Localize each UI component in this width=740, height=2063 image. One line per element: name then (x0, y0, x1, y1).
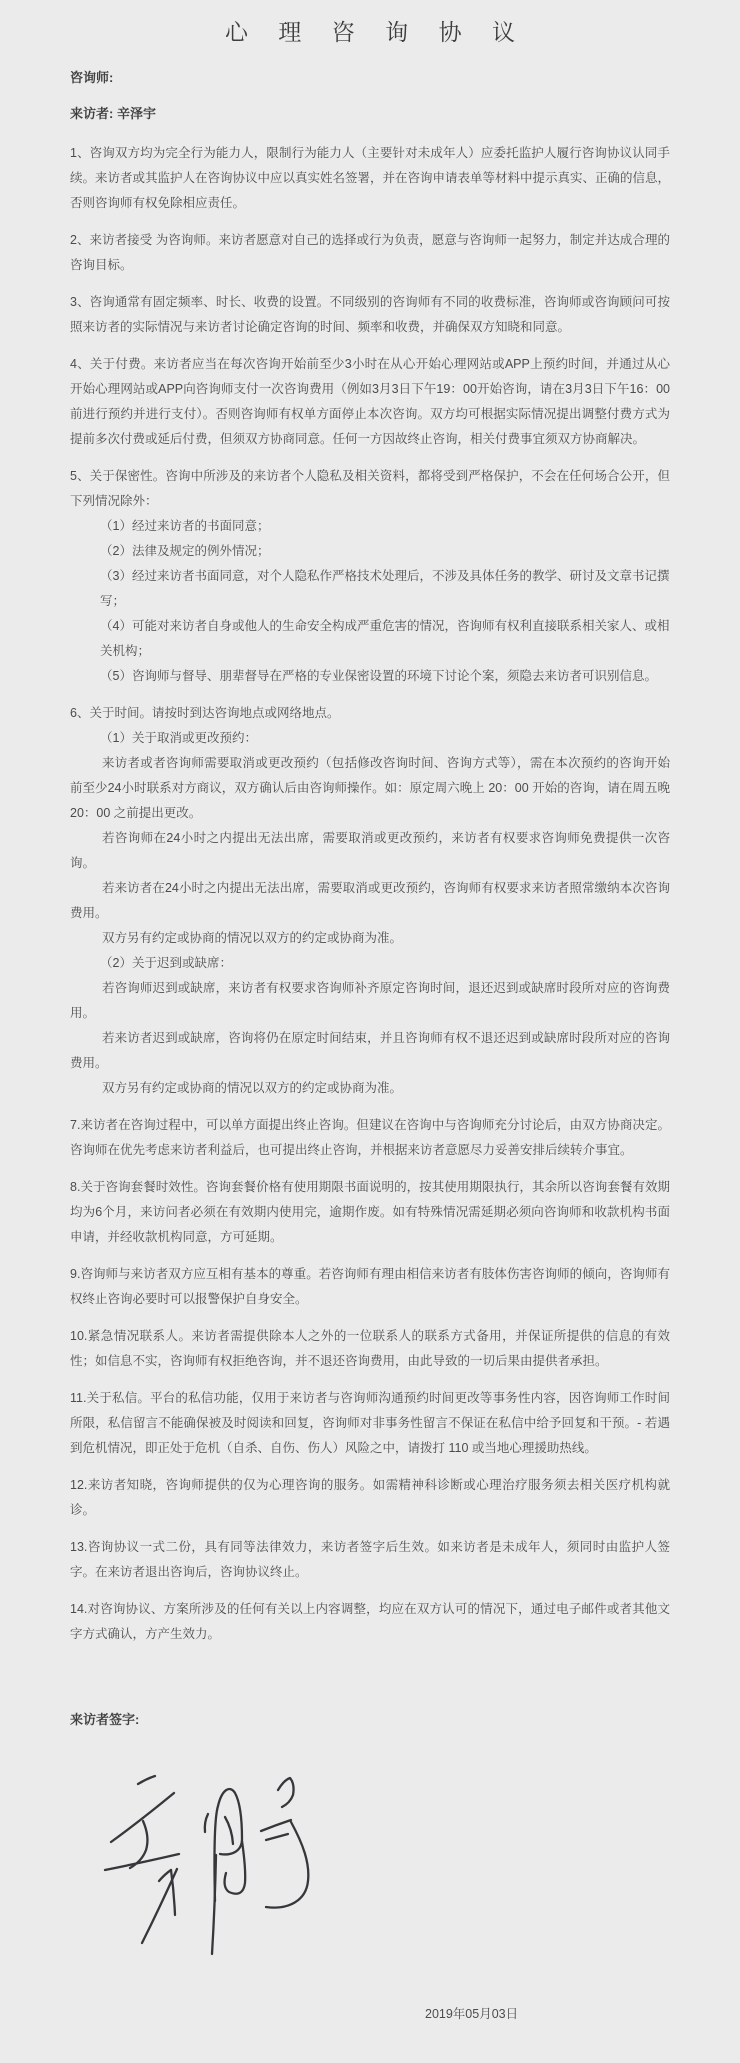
signature-stroke (111, 1793, 174, 1842)
clause-3: 3、咨询通常有固定频率、时长、收费的设置。不同级别的咨询师有不同的收费标准，咨询师或咨询顾问可按照来访者的实际情况与来访者讨论确定咨询的时间、频率和收费，并确保双方知晓和同意。 (70, 295, 670, 334)
clause-6-sub2-heading: （2）关于迟到或缺席： (100, 956, 232, 970)
handwritten-signature (98, 1759, 338, 1959)
clause-5 (70, 464, 670, 689)
clause-10: 10.紧急情况联系人。来访者需提供除本人之外的一位联系人的联系方式备用，并保证所提供的信息的有效性；如信息不实，咨询师有权拒绝咨询，并不退还咨询费用，由此导致的一切后果由提供者承担。 (70, 1329, 670, 1368)
signature-stroke (225, 1841, 246, 1894)
signature-stroke (214, 1789, 242, 1901)
signature-stroke (138, 1776, 155, 1784)
signature-label: 来访者签字: (70, 1712, 140, 1727)
visitor-line (70, 105, 670, 123)
page-title: 心 理 咨 询 协 议 (225, 19, 527, 45)
counselor-line (70, 69, 670, 87)
clause-6-sub1-para-4: 双方另有约定或协商的情况以双方的约定或协商为准。 (102, 931, 403, 945)
clause-4: 4、关于付费。来访者应当在每次咨询开始前至少3小时在从心开始心理网站或APP上预约时间，并通过从心开始心理网站或APP向咨询师支付一次咨询费用（例如3月3日下午19：00开始咨询，请在3月3日下午16：00前进行预约并进行支付）。否则咨询师有权单方面停止本次咨询。双方均可根据实际情况提出调整付费方式为提前多次付费或延后付费，但须双方协商同意。任何一方因故终止咨询，相关付费事宜须双方协商解决。 (70, 357, 670, 446)
clause-12: 12.来访者知晓，咨询师提供的仅为心理咨询的服务。如需精神科诊断或心理治疗服务须去相关医疗机构就诊。 (70, 1478, 670, 1517)
clause-6-sub1-para-1: 来访者或者咨询师需要取消或更改预约（包括修改咨询时间、咨询方式等），需在本次预约的咨询开始前至少24小时联系对方商议，双方确认后由咨询师操作。如：原定周六晚上 20：00 开始的咨询，请在周五晚 20：00 之前提出更改。 (70, 756, 670, 820)
clause-6-sub1-para-3: 若来访者在24小时之内提出无法出席，需要取消或更改预约，咨询师有权要求来访者照常缴纳本次咨询费用。 (70, 881, 670, 920)
signature-stroke (278, 1778, 294, 1807)
signature-stroke (261, 1820, 291, 1831)
clause-14: 14.对咨询协议、方案所涉及的任何有关以上内容调整，均应在双方认可的情况下，通过电子邮件或者其他文字方式确认，方产生效力。 (70, 1602, 670, 1641)
clause-6-intro: 6、关于时间。请按时到达咨询地点或网络地点。 (70, 706, 340, 720)
visitor-name: 辛泽宇 (116, 106, 156, 121)
signature-stroke (159, 1870, 171, 1881)
clause-6-sub2-para-1: 若咨询师迟到或缺席，来访者有权要求咨询师补齐原定咨询时间，退还迟到或缺席时段所对应的咨询费用。 (70, 981, 670, 1020)
signature-stroke (225, 1817, 233, 1844)
clause-5-item-3: （3）经过来访者书面同意，对个人隐私作严格技术处理后，不涉及具体任务的教学、研讨及文章书记撰写； (100, 569, 670, 608)
visitor-label: 来访者: (70, 106, 114, 121)
clause-9: 9.咨询师与来访者双方应互相有基本的尊重。若咨询师有理由相信来访者有肢体伤害咨询师的倾向，咨询师有权终止咨询必要时可以报警保护自身安全。 (70, 1267, 670, 1306)
clause-5-item-4: （4）可能对来访者自身或他人的生命安全构成严重危害的情况，咨询师有权利直接联系相关家人、或相关机构； (100, 619, 670, 658)
clause-5-item-5: （5）咨询师与督导、朋辈督导在严格的专业保密设置的环境下讨论个案，须隐去来访者可识别信息。 (100, 669, 657, 683)
clause-6 (70, 701, 670, 1101)
clause-5-item-1: （1）经过来访者的书面同意； (100, 519, 270, 533)
clause-11: 11.关于私信。平台的私信功能，仅用于来访者与咨询师沟通预约时间更改等事务性内容，因咨询师工作时间所限，私信留言不能确保被及时阅读和回复，咨询师对非事务性留言不保证在私信中给予回复和干预。- 若遇到危机情况，即正处于危机（自杀、自伤、伤人）风险之中，请拨打 110 或当地心理援助热线。 (70, 1391, 670, 1455)
counselor-label: 咨询师: (70, 70, 114, 85)
clause-6-sub2-para-3: 双方另有约定或协商的情况以双方的约定或协商为准。 (102, 1081, 403, 1095)
signature-stroke (205, 1814, 208, 1832)
clause-2: 2、来访者接受 为咨询师。来访者愿意对自己的选择或行为负责，愿意与咨询师一起努力，制定并达成合理的咨询目标。 (70, 233, 670, 272)
clause-1: 1、咨询双方均为完全行为能力人，限制行为能力人（主要针对未成年人）应委托监护人履行咨询协议认同手续。来访者或其监护人在咨询协议中应以真实姓名签署，并在咨询申请表单等材料中提示真实、正确的信息，否则咨询师有权免除相应责任。 (70, 146, 671, 210)
signature-stroke (266, 1834, 288, 1840)
clause-7: 7.来访者在咨询过程中，可以单方面提出终止咨询。但建议在咨询中与咨询师充分讨论后，由双方协商决定。咨询师在优先考虑来访者利益后，也可提出终止咨询，并根据来访者意愿尽力妥善安排后续转介事宜。 (70, 1118, 670, 1157)
clause-13: 13.咨询协议一式二份，具有同等法律效力，来访者签字后生效。如来访者是未成年人，须同时由监护人签字。在来访者退出咨询后，咨询协议终止。 (70, 1540, 670, 1579)
clause-8: 8.关于咨询套餐时效性。咨询套餐价格有使用期限书面说明的，按其使用期限执行，其余所以咨询套餐有效期均为6个月，来访问者必须在有效期内使用完，逾期作废。如有特殊情况需延期必须向咨询师和收款机构书面申请，并经收款机构同意，方可延期。 (70, 1180, 670, 1244)
agreement-date: 2019年05月03日 (425, 2007, 519, 2021)
clause-5-item-2: （2）法律及规定的例外情况； (100, 544, 270, 558)
clause-6-sub2-para-2: 若来访者迟到或缺席，咨询将仍在原定时间结束，并且咨询师有权不退还迟到或缺席时段所对应的咨询费用。 (70, 1031, 670, 1070)
clause-5-intro: 5、关于保密性。咨询中所涉及的来访者个人隐私及相关资料，都将受到严格保护，不会在任何场合公开，但下列情况除外： (70, 469, 670, 508)
clause-6-sub1-heading: （1）关于取消或更改预约： (100, 731, 257, 745)
clause-6-sub1-para-2: 若咨询师在24小时之内提出无法出席，需要取消或更改预约，来访者有权要求咨询师免费提供一次咨询。 (70, 831, 670, 870)
